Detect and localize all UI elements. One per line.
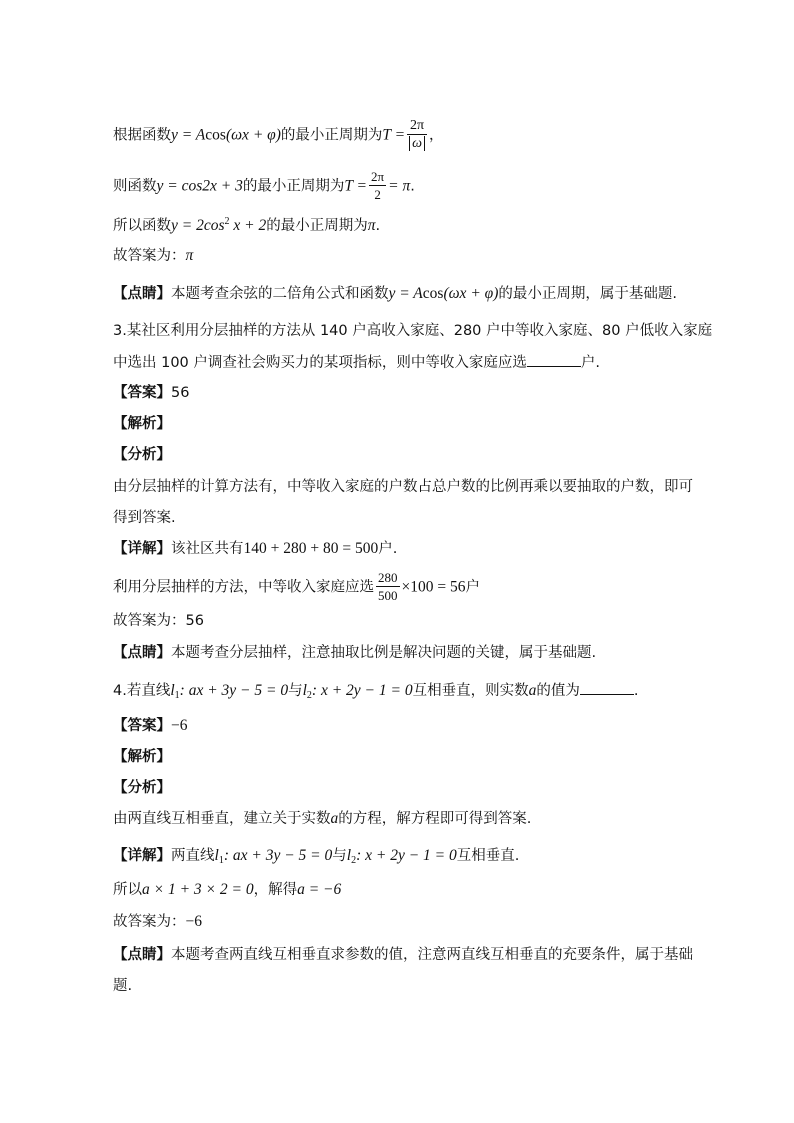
text-line: 所以a × 1 + 3 × 2 = 0，解得a = −6 [113, 881, 342, 898]
fraction: $\frac{2\pi}{\omega}$ [407, 118, 427, 153]
formula: 140 + 280 + 80 = 500 [243, 540, 379, 557]
formula: $l_2$: x + 2y − 1 = 0 [346, 847, 457, 866]
text-line: 【分析】 [113, 780, 171, 796]
text-line: 则函数y = cos2x + 3的最小正周期为T = $\frac{2\pi}{2}$ = π. [113, 169, 415, 202]
formula: $l_2$: x + 2y − 1 = 0 [302, 682, 413, 701]
text-line: 【分析】 [113, 447, 171, 463]
formula: y = cos2x + 3 [156, 177, 243, 195]
formula: y = Acos(ωx + φ) [388, 285, 499, 302]
text-line: 根据函数y = Acos(ωx + φ)的最小正周期为T = $\frac{2\pi}{\omega}$ ， [113, 118, 444, 151]
answer-blank [527, 352, 581, 367]
formula: $l_1$: ax + 3y − 5 = 0 [170, 682, 289, 701]
text-line: 利用分层抽样的方法，中等收入家庭应选 $\frac{280}{500}$ ×100 = 56户 [113, 570, 480, 603]
formula: π [367, 217, 376, 234]
formula: a = −6 [297, 881, 342, 898]
formula: y = Acos(ωx + φ) [171, 126, 281, 144]
formula: ×100 = 56 [401, 578, 466, 596]
fraction: $\frac{2\pi}{2}$ [371, 169, 385, 202]
text-line: 由两直线互相垂直，建立关于实数a的方程，解方程即可得到答案. [113, 810, 532, 827]
text-line: 题. [113, 978, 133, 994]
formula: −6 [171, 717, 188, 734]
formula: a [330, 810, 339, 827]
text-line: 3.某社区利用分层抽样的方法从 140 户高收入家庭、280 户中等收入家庭、80 户低收入家庭 [113, 323, 713, 339]
formula: T = [344, 177, 368, 195]
text-line: 中选出 100 户调查社会购买力的某项指标，则中等收入家庭应选 户. [113, 352, 704, 373]
formula: = π [388, 177, 411, 195]
text-line: 故答案为：π [113, 247, 194, 264]
formula: $l_1$: ax + 3y − 5 = 0 [214, 847, 333, 866]
text-line: 【解析】 [113, 749, 171, 765]
text-line: 【答案】56 [113, 385, 190, 401]
formula: a [528, 682, 537, 699]
answer-blank [580, 680, 634, 695]
formula: T = [382, 126, 406, 144]
text-line: 4.若直线$l_1$: ax + 3y − 5 = 0与$l_2$: x + 2y − 1 = 0互相垂直，则实数a的值为 . [113, 682, 639, 701]
text-line: 【详解】两直线$l_1$: ax + 3y − 5 = 0与$l_2$: x + 2y − 1 = 0互相垂直. [113, 847, 520, 866]
text-line: 由分层抽样的计算方法有，中等收入家庭的户数占总户数的比例再乘以要抽取的户数，即可 [113, 479, 693, 495]
text-line: 故答案为：−6 [113, 913, 202, 930]
text-line: 【点睛】本题考查两直线互相垂直求参数的值，注意两直线互相垂直的充要条件，属于基础 [113, 947, 693, 963]
text-line: 【解析】 [113, 416, 171, 432]
formula: $y = 2\cos^2$ x + 2 [171, 216, 267, 234]
text-line: 【点睛】本题考查余弦的二倍角公式和函数y = Acos(ωx + φ)的最小正周期，属于基础题. [113, 285, 677, 302]
text-line: 所以函数$y = 2\cos^2$ x + 2的最小正周期为π. [113, 216, 381, 234]
text-line: 得到答案. [113, 510, 176, 526]
fraction: $\frac{280}{500}$ [378, 570, 398, 603]
text-line: 【详解】该社区共有140 + 280 + 80 = 500户. [113, 540, 398, 557]
formula: a × 1 + 3 × 2 = 0 [142, 881, 254, 898]
formula: −6 [185, 913, 202, 930]
text-line: 【点睛】本题考查分层抽样，注意抽取比例是解决问题的关键，属于基础题. [113, 645, 597, 661]
text-line: 【答案】−6 [113, 717, 188, 734]
text-line: 故答案为：56 [113, 613, 204, 629]
formula: π [185, 247, 194, 264]
